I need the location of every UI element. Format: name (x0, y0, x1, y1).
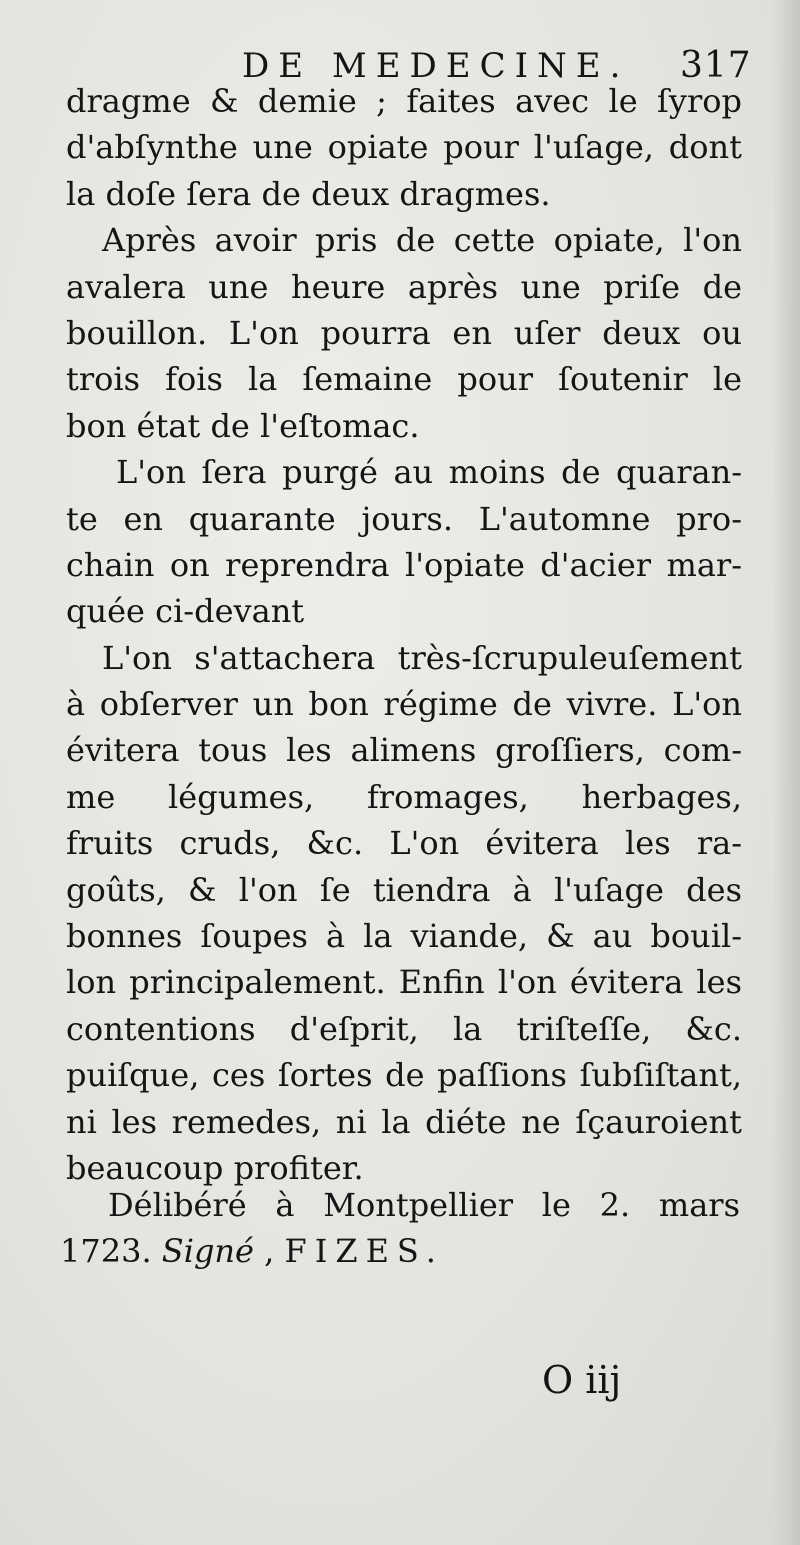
closing-signature (60, 1226, 444, 1276)
text-line: contentions d'eſprit, la triſteſſe, &c. (66, 1009, 742, 1048)
text-line: L'on ſera purgé au moins de quaran- (116, 453, 742, 492)
closing-place-date: Délibéré à Montpellier le 2. mars (108, 1186, 740, 1224)
text-line: ni les remedes, ni la diéte ne ſçauroient (66, 1102, 742, 1141)
text-line: avalera une heure après une priſe de (66, 267, 742, 306)
text-line: puiſque, ces ſortes de paſſions ſubſiſtant, (66, 1056, 742, 1095)
text-line: Après avoir pris de cette opiate, l'on (102, 221, 742, 260)
running-title: DE MEDECINE. (242, 46, 630, 86)
text-line: L'on s'attachera très-ſcrupuleuſement (102, 638, 742, 677)
text-line: goûts, & l'on ſe tiendra à l'uſage des (66, 870, 742, 909)
text-line: te en quarante jours. L'automne pro- (66, 499, 742, 538)
text-line: bonnes ſoupes à la viande, & au bouil- (66, 917, 742, 956)
closing-year: 1723. (60, 1232, 152, 1270)
text-line: évitera tous les alimens groſſiers, com- (66, 731, 742, 770)
text-line: d'abſynthe une opiate pour l'uſage, dont (66, 128, 742, 167)
text-line: trois fois la ſemaine pour ſoutenir le (66, 360, 742, 399)
text-line: dragme & demie ; faites avec le ſyrop (66, 82, 742, 120)
page-number: 317 (680, 45, 752, 86)
text-line: quée ci-devant (66, 592, 305, 631)
text-line: beaucoup profiter. (66, 1148, 364, 1187)
text-line: à obſerver un bon régime de vivre. L'on (66, 685, 742, 724)
text-line: lon principalement. Enfin l'on évitera les (66, 963, 742, 1002)
text-line: chain on reprendra l'opiate d'acier mar- (66, 545, 742, 584)
text-line: la doſe ſera de deux dragmes. (66, 174, 551, 213)
body-text (66, 78, 742, 1191)
text-line: me légumes, fromages, herbages, (66, 777, 742, 816)
closing-separator: , (264, 1232, 275, 1270)
closing-signed-label: Signé (161, 1232, 254, 1270)
text-line: bon état de l'eſtomac. (66, 406, 420, 445)
closing-line (108, 1180, 740, 1230)
page-edge-shadow (772, 0, 800, 1545)
signatory-name: FIZES. (284, 1232, 444, 1270)
text-line: bouillon. L'on pourra en uſer deux ou (66, 313, 742, 352)
text-line: fruits cruds, &c. L'on évitera les ra- (66, 824, 742, 863)
signature-mark: O iij (542, 1358, 622, 1402)
